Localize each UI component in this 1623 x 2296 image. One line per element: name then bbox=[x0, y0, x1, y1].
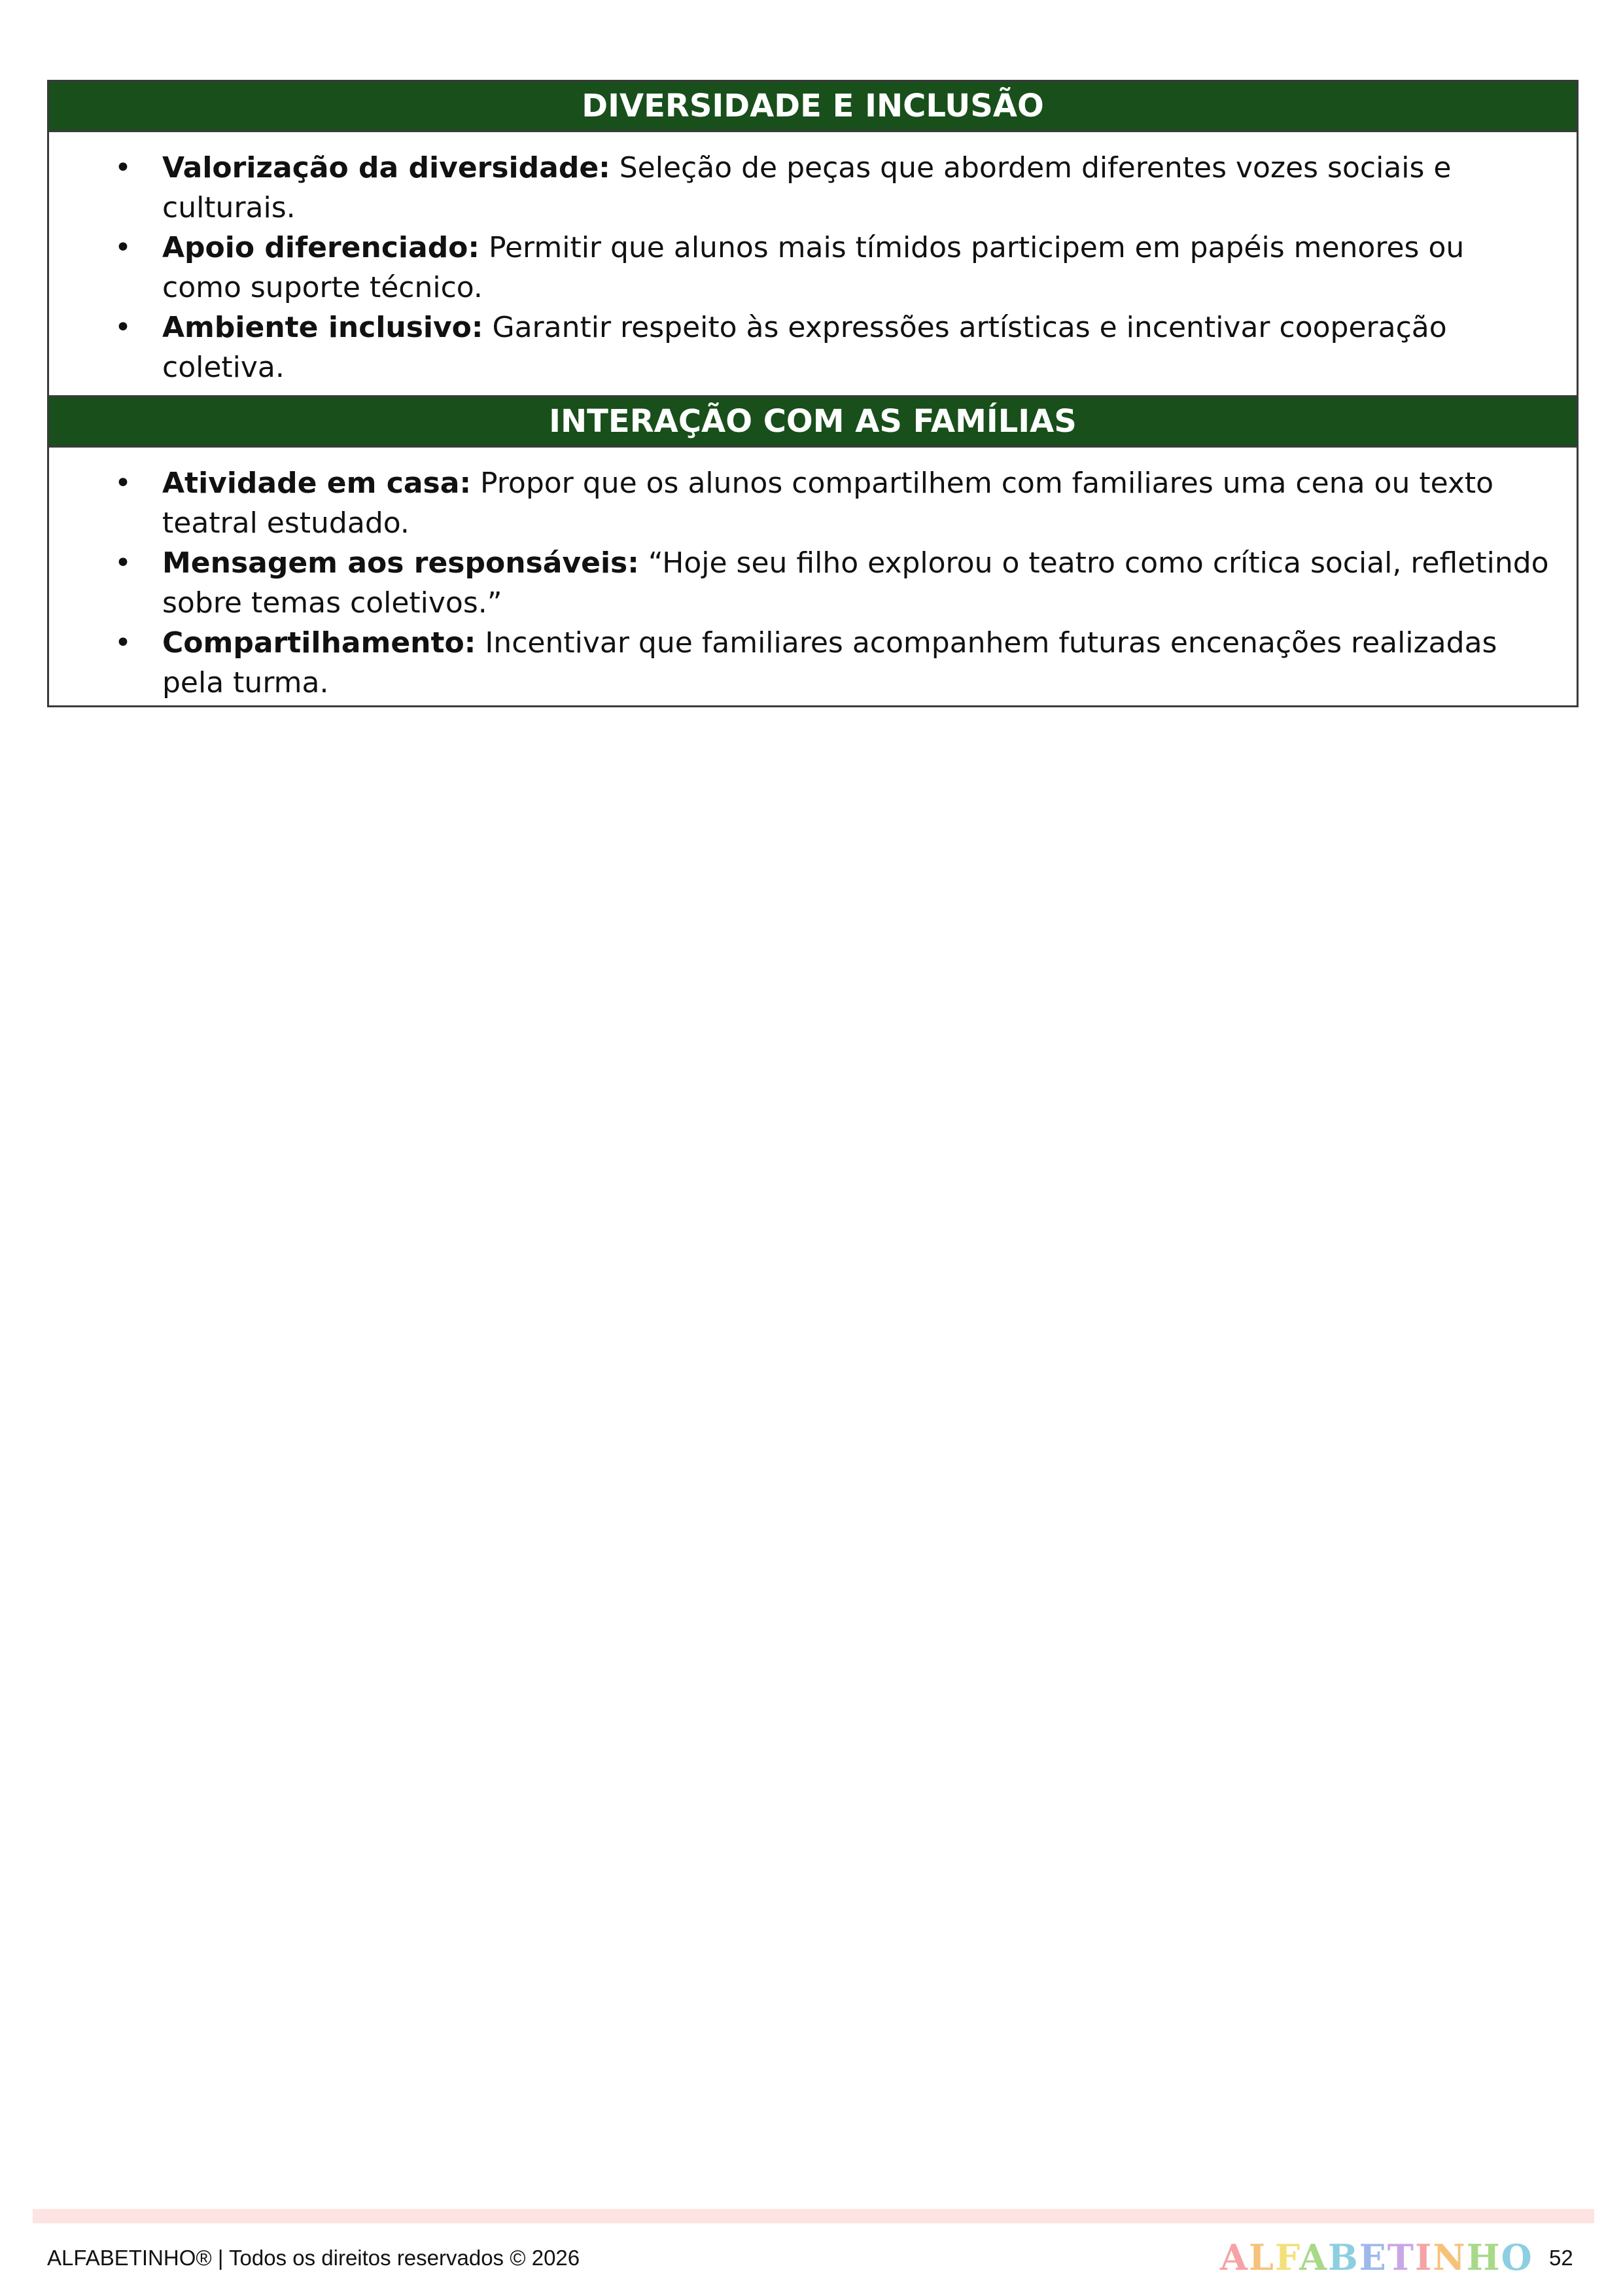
logo-letter: T bbox=[1387, 2236, 1415, 2278]
logo-letter: I bbox=[1414, 2236, 1433, 2278]
logo-letter: B bbox=[1327, 2236, 1359, 2278]
bullet-icon: • bbox=[114, 546, 131, 580]
logo-letter: F bbox=[1274, 2236, 1300, 2278]
bullet-icon: • bbox=[114, 626, 131, 660]
list-item bbox=[49, 463, 1577, 543]
list-item bbox=[49, 148, 1577, 228]
section-body-diversidade bbox=[49, 130, 1577, 397]
item-term: Atividade em casa: bbox=[162, 467, 472, 500]
bullet-icon: • bbox=[114, 467, 131, 500]
logo-letter: H bbox=[1466, 2236, 1501, 2278]
bullet-list bbox=[49, 148, 1577, 387]
list-item bbox=[49, 308, 1577, 387]
bullet-icon: • bbox=[114, 231, 131, 264]
item-text: Permitir que alunos mais tímidos participem em papéis menores ou como suporte técnico. bbox=[162, 231, 1465, 304]
item-term: Mensagem aos responsáveis: bbox=[162, 546, 639, 580]
section-header-diversidade: DIVERSIDADE E INCLUSÃO bbox=[49, 82, 1577, 130]
brand-logo bbox=[1220, 2236, 1533, 2278]
section-header-familias: INTERAÇÃO COM AS FAMÍLIAS bbox=[49, 397, 1577, 446]
bullet-list bbox=[49, 463, 1577, 703]
bullet-icon: • bbox=[114, 151, 131, 185]
logo-letter: A bbox=[1299, 2236, 1328, 2278]
logo-letter: E bbox=[1359, 2236, 1387, 2278]
logo-letter: L bbox=[1248, 2236, 1275, 2278]
page-number: 52 bbox=[1549, 2246, 1573, 2270]
item-term: Valorização da diversidade: bbox=[162, 151, 610, 185]
item-text: “Hoje seu filho explorou o teatro como crítica social, refletindo sobre temas coletivos.” bbox=[162, 546, 1549, 620]
footer-copyright: ALFABETINHO® | Todos os direitos reservados © 2026 bbox=[47, 2246, 580, 2270]
logo-letter: A bbox=[1220, 2236, 1249, 2278]
item-term: Apoio diferenciado: bbox=[162, 231, 480, 264]
item-text: Seleção de peças que abordem diferentes vozes sociais e culturais. bbox=[162, 151, 1452, 224]
section-body-familias bbox=[49, 446, 1577, 705]
footer-bar bbox=[33, 2209, 1594, 2223]
list-item bbox=[49, 623, 1577, 703]
item-text: Garantir respeito às expressões artísticas e incentivar cooperação coletiva. bbox=[162, 311, 1447, 384]
item-text: Propor que os alunos compartilhem com familiares uma cena ou texto teatral estudado. bbox=[162, 467, 1494, 540]
logo-letter: N bbox=[1433, 2236, 1467, 2278]
item-term: Ambiente inclusivo: bbox=[162, 311, 483, 344]
logo-letter: O bbox=[1501, 2236, 1533, 2278]
bullet-icon: • bbox=[114, 311, 131, 344]
item-term: Compartilhamento: bbox=[162, 626, 476, 660]
list-item bbox=[49, 543, 1577, 623]
item-text: Incentivar que familiares acompanhem futuras encenações realizadas pela turma. bbox=[162, 626, 1497, 699]
list-item bbox=[49, 228, 1577, 308]
content-table bbox=[47, 80, 1579, 707]
